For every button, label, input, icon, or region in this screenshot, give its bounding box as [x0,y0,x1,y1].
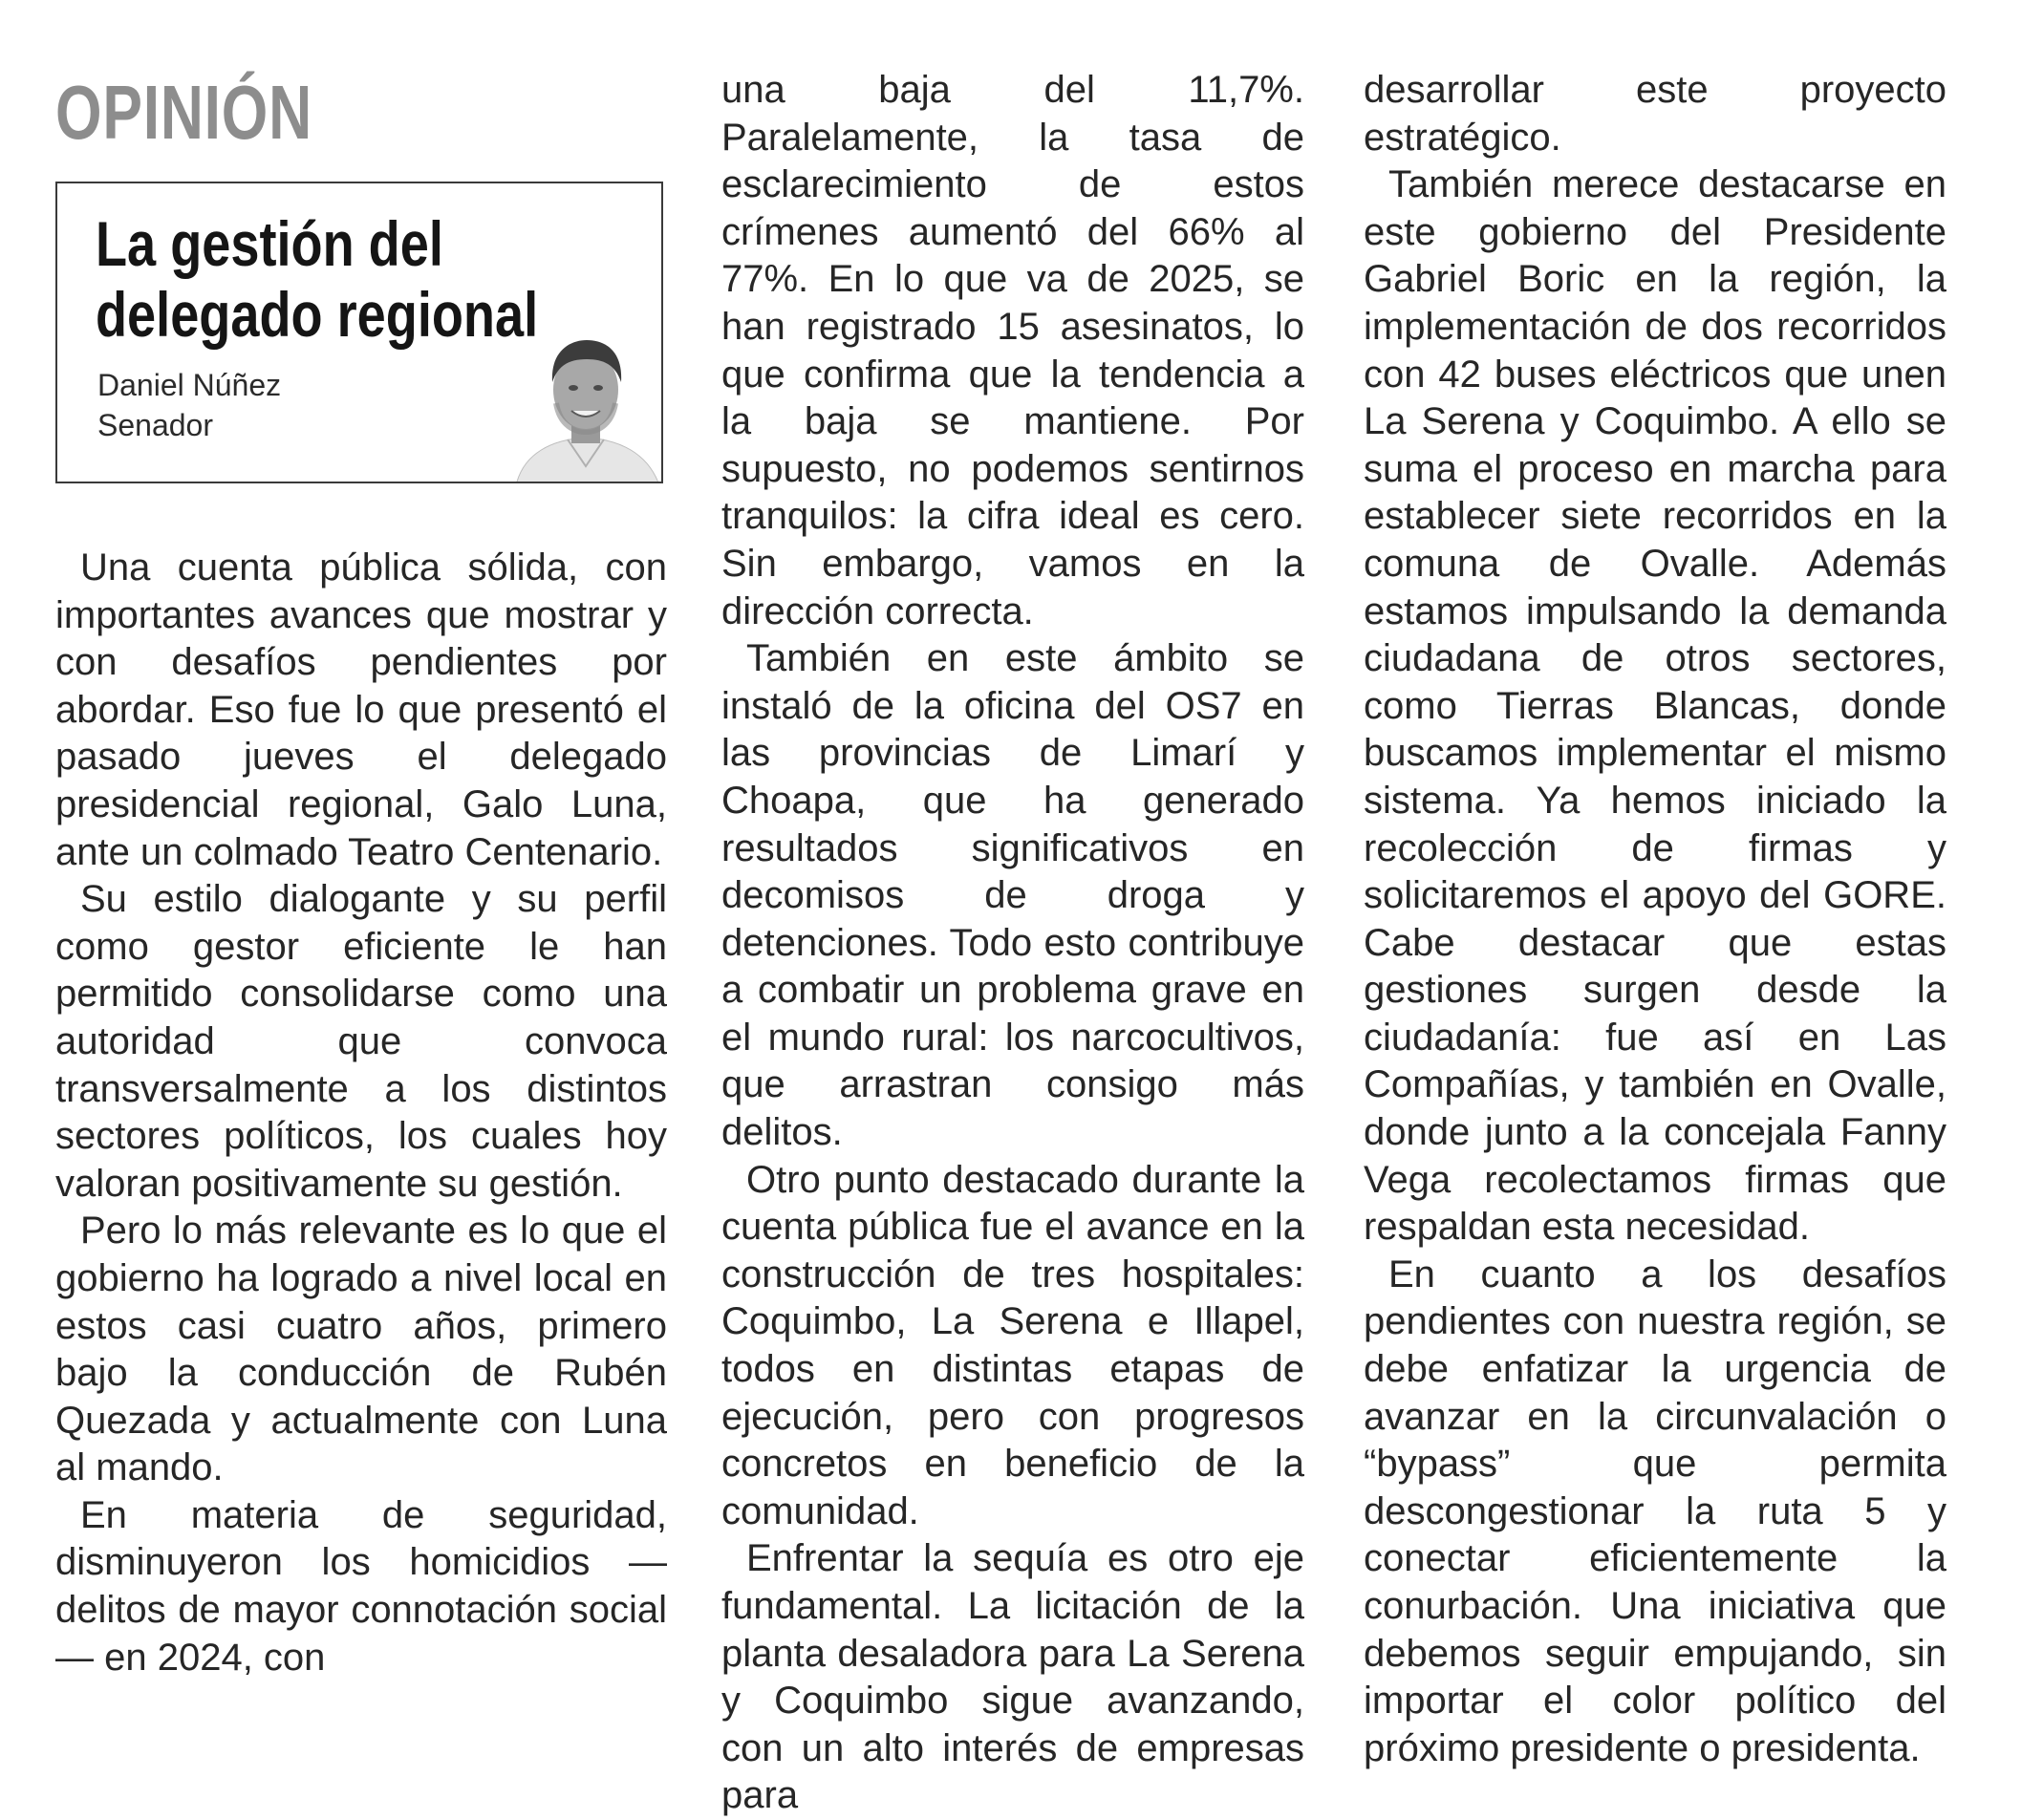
paragraph: También merece destacarse en este gobierno del Presidente Gabriel Boric en la región, la implementación de dos recorridos con 42 buses eléctricos que unen La Serena y Coquimbo. A ello se suma el proceso en marcha para establecer siete recorridos en la comuna de Ovalle. Además estamos impulsando la demanda ciudadana de otros sectores, como Tierras Blancas, donde buscamos implementar el mismo sistema. Ya hemos iniciado la recolección de firmas y solicitaremos el apoyo del GORE. Cabe destacar que estas gestiones surgen desde la ciudadanía: fue así en Las Compañías, y también en Ovalle, donde junto a la concejala Fanny Vega recolectamos firmas que respaldan esta necesidad. [1364,163,1946,1249]
author-portrait [506,327,663,483]
paragraph: También en este ámbito se instaló de la oficina del OS7 en las provincias de Limarí y Choapa, que ha generado resultados significativos en decomisos de droga y detenciones. Todo esto contribuye a combatir un problema grave en el mundo rural: los narcocultivos, que arrastran consigo más delitos. [721,637,1304,1154]
paragraph: Una cuenta pública sólida, con importantes avances que mostrar y con desafíos pendientes por abordar. Eso fue lo que presentó el pasado jueves el delegado presidencial regional, Galo Luna, ante un colmado Teatro Centenario. [55,546,667,873]
paragraph: En materia de seguridad, disminuyeron los homicidios —delitos de mayor connotación social— en 2024, con [55,1493,667,1679]
paragraph: una baja del 11,7%. Paralelamente, la tasa de esclarecimiento de estos crímenes aumentó del 66% al 77%. En lo que va de 2025, se han registrado 15 asesinatos, lo que confirma que la tendencia a la baja se mantiene. Por supuesto, no podemos sentirnos tranquilos: la cifra ideal es cero. Sin embargo, vamos en la dirección correcta. [721,69,1304,632]
paragraph: En cuanto a los desafíos pendientes con nuestra región, se debe enfatizar la urgencia de avanzar en la circunvalación o “bypass” que permita descongestionar la ruta 5 y conectar eficientemente la conurbación. Una iniciativa que debemos seguir empujando, sin importar el color político del próximo presidente o presidenta. [1364,1253,1946,1769]
paragraph: desarrollar este proyecto estratégico. [1364,69,1946,159]
article-column-2 [721,67,1304,1820]
author-name: Daniel Núñez [97,368,282,402]
article-header-box [55,182,663,483]
paragraph: Su estilo dialogante y su perfil como gestor eficiente le han permitido consolidarse como una autoridad que convoca transversalmente a los distintos sectores políticos, los cuales hoy valoran positivamente su gestión. [55,878,667,1205]
article-column-1 [55,545,667,1681]
paragraph: Pero lo más relevante es lo que el gobierno ha logrado a nivel local en estos casi cuatro años, primero bajo la conducción de Rubén Quezada y actualmente con Luna al mando. [55,1210,667,1489]
paragraph: Enfrentar la sequía es otro eje fundamental. La licitación de la planta desaladora para La Serena y Coquimbo sigue avanzando, con un alto interés de empresas para [721,1537,1304,1817]
article-headline [96,208,539,350]
author-role: Senador [97,408,213,442]
section-label: OPINIÓN [55,70,312,155]
article-column-3 [1364,67,1946,1772]
headline-line-1: La gestión del [96,208,443,279]
paragraph: Otro punto destacado durante la cuenta pública fue el avance en la construcción de tres hospitales: Coquimbo, La Serena e Illapel, todos en distintas etapas de ejecución, pero con progresos concretos en beneficio de la comunidad. [721,1158,1304,1532]
headline-line-2: delegado regional [96,279,539,350]
author-byline [97,365,281,445]
